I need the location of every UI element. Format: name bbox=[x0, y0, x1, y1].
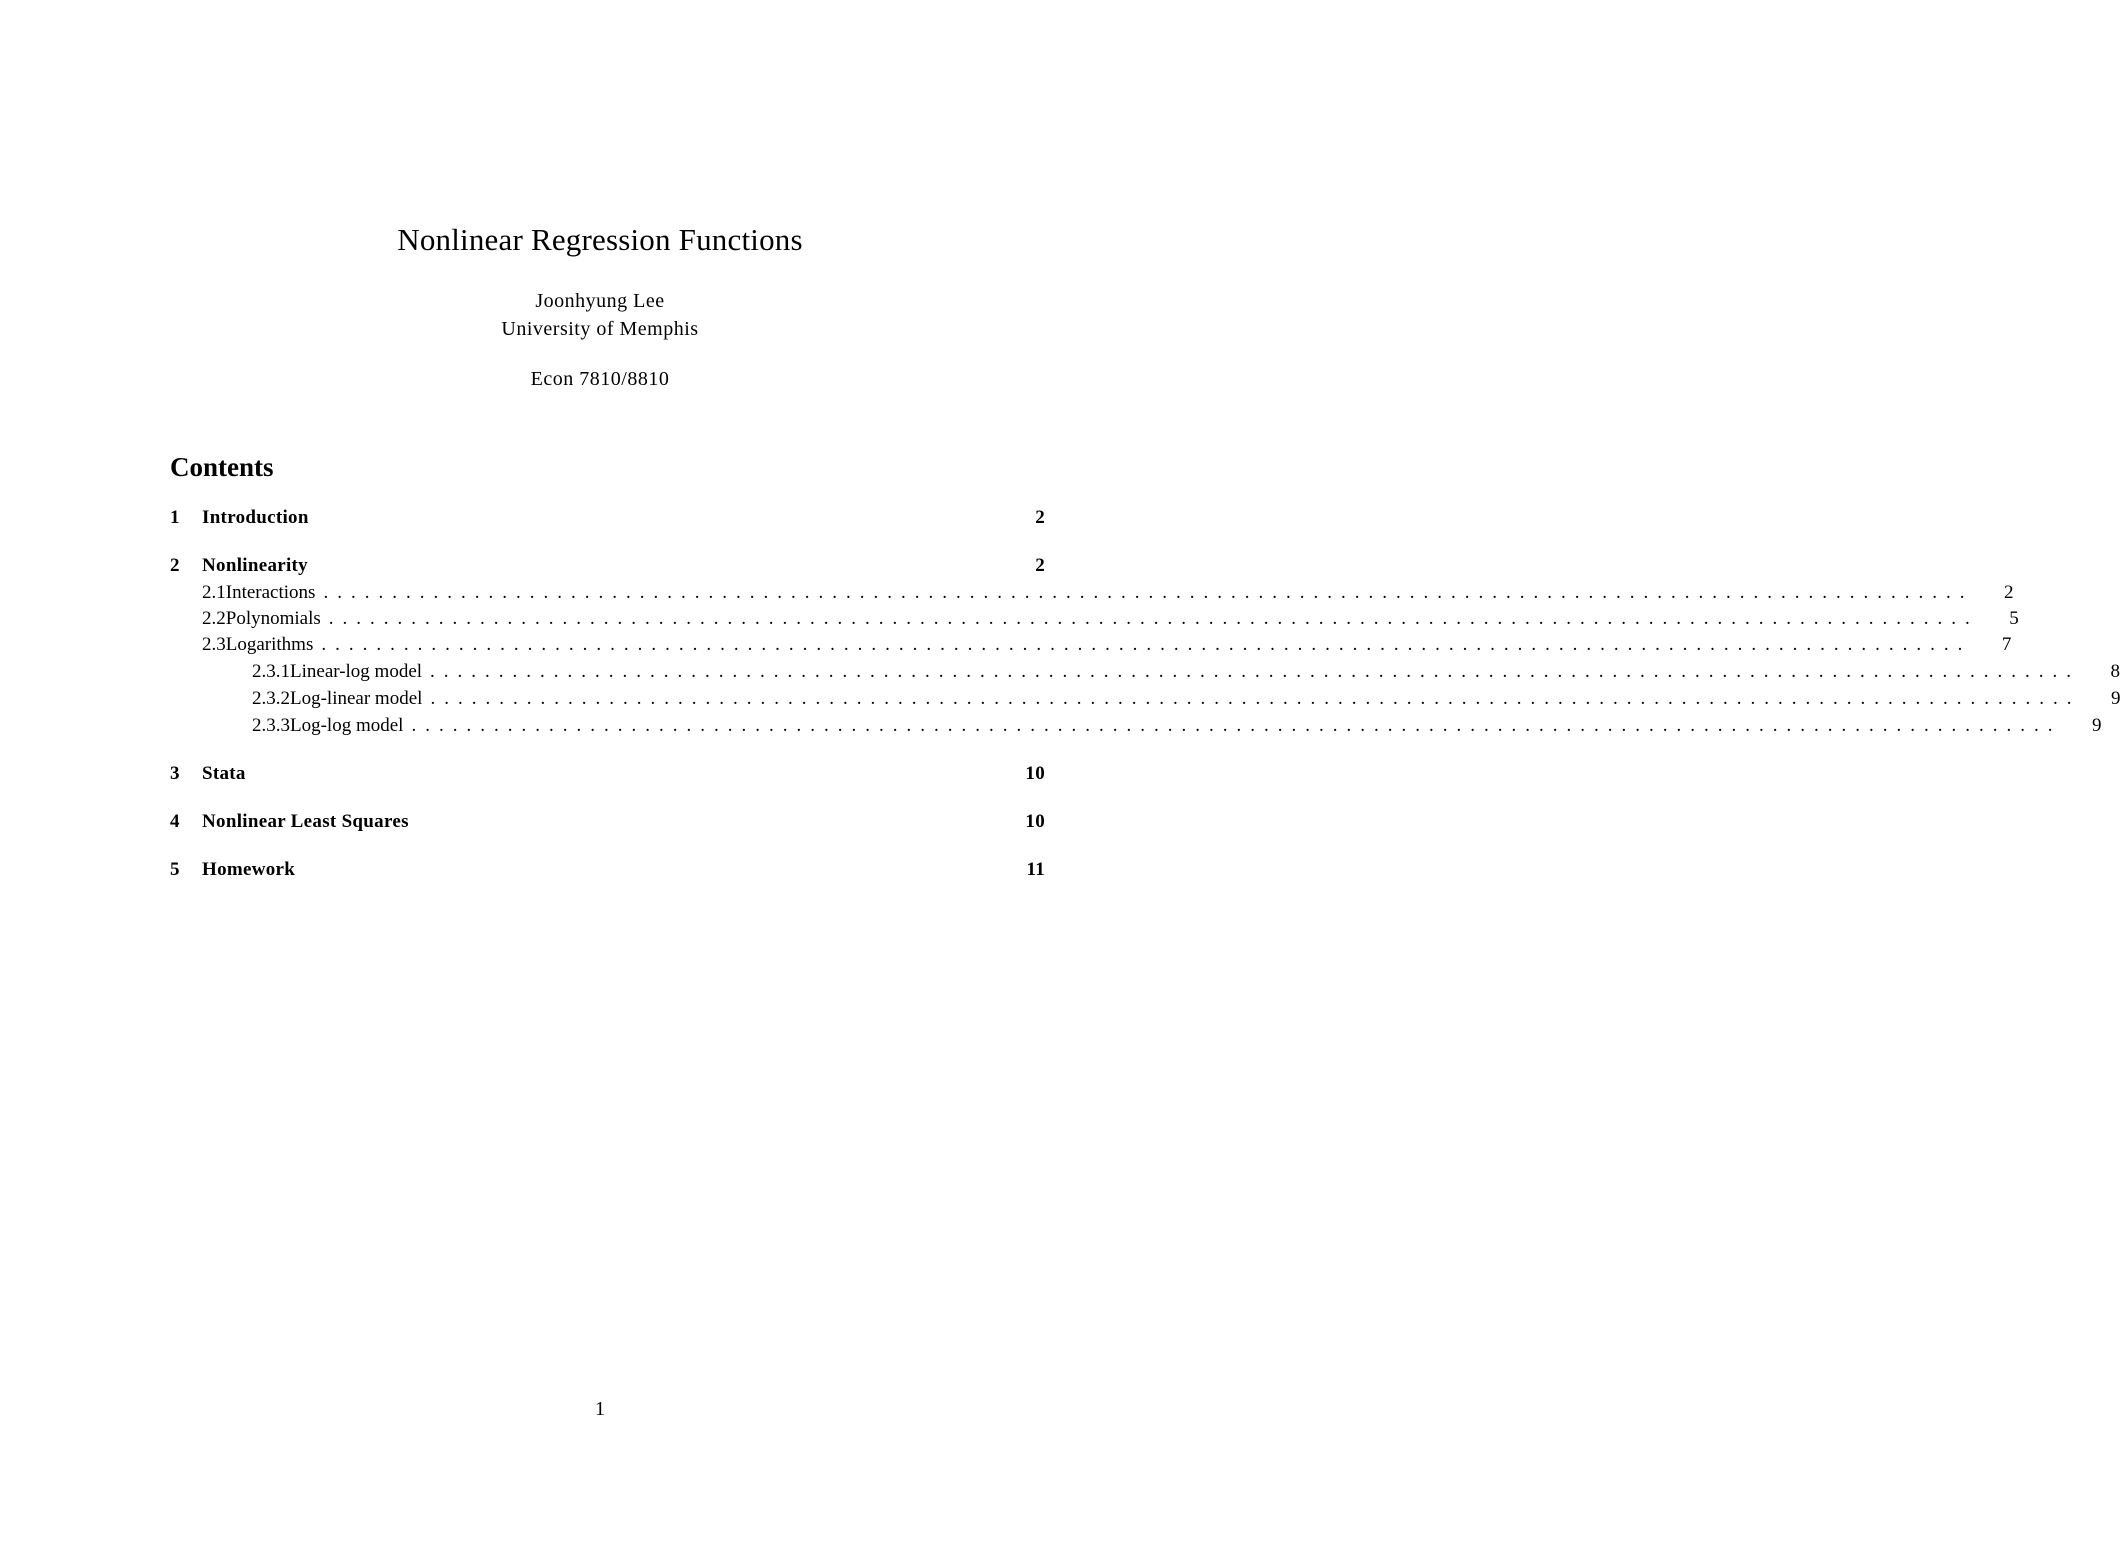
toc-entry-page[interactable]: 7 bbox=[2001, 634, 2012, 655]
toc-entry-page[interactable]: 9 bbox=[2091, 715, 2102, 736]
author-name: Joonhyung Lee bbox=[535, 290, 665, 312]
toc-entry-label[interactable]: Log-log model bbox=[290, 715, 404, 736]
toc-entry-page[interactable]: 2 bbox=[1035, 507, 1045, 528]
toc-entry-number: 5 bbox=[170, 859, 180, 880]
toc-heading: Contents bbox=[170, 452, 274, 482]
toc-entry-label[interactable]: Logarithms bbox=[225, 634, 314, 655]
toc-entry-number: 2.2 bbox=[202, 608, 226, 629]
toc-entry-label[interactable]: Interactions bbox=[225, 582, 316, 603]
toc-entry[interactable] bbox=[170, 686, 2120, 712]
toc-entry-label[interactable]: Introduction bbox=[202, 507, 309, 528]
toc-dot-leader: ........................................................................................................................ bbox=[328, 608, 1979, 629]
toc-entry-page[interactable]: 10 bbox=[1025, 763, 1045, 784]
author-affiliation: University of Memphis bbox=[501, 318, 699, 340]
toc-entry-number: 2.3.3 bbox=[252, 715, 290, 736]
toc-entry-label[interactable]: Stata bbox=[202, 763, 246, 784]
toc-entry-page[interactable]: 2 bbox=[1035, 555, 1045, 576]
toc-entry[interactable] bbox=[170, 761, 1045, 787]
toc-entry-page[interactable]: 10 bbox=[1025, 811, 1045, 832]
toc-entry-page[interactable]: 8 bbox=[2110, 661, 2120, 682]
toc-entry[interactable] bbox=[170, 857, 1045, 883]
toc-entry-label[interactable]: Nonlinear Least Squares bbox=[202, 811, 409, 832]
toc-entry[interactable] bbox=[170, 505, 1045, 531]
toc-dot-leader: ........................................................................................................................ bbox=[323, 582, 1974, 603]
toc-entry-number: 3 bbox=[170, 763, 180, 784]
toc-entry[interactable] bbox=[170, 809, 1045, 835]
toc-entry-page[interactable]: 5 bbox=[2009, 608, 2019, 629]
toc-entry[interactable] bbox=[170, 606, 2019, 632]
toc-entry-number: 4 bbox=[170, 811, 180, 832]
course-name: Econ 7810/8810 bbox=[530, 368, 670, 390]
toc-entry-label[interactable]: Linear-log model bbox=[290, 661, 423, 682]
toc-entry[interactable] bbox=[170, 580, 2014, 606]
toc-entry-page[interactable]: 2 bbox=[2003, 582, 2014, 603]
toc-entry-number: 2 bbox=[170, 555, 180, 576]
toc-entry-label[interactable]: Log-linear model bbox=[290, 688, 423, 709]
page-number: 1 bbox=[595, 1398, 605, 1420]
toc-entry[interactable] bbox=[170, 553, 1045, 579]
toc-dot-leader: ........................................................................................................................ bbox=[430, 688, 2081, 709]
toc-entry-label[interactable]: Polynomials bbox=[225, 608, 321, 629]
toc-entry-number: 2.3.2 bbox=[252, 688, 290, 709]
toc-entry-label[interactable]: Homework bbox=[202, 859, 296, 880]
toc-dot-leader: ........................................................................................................................ bbox=[430, 661, 2081, 682]
toc-entry[interactable] bbox=[170, 659, 2120, 685]
toc-dot-leader: ........................................................................................................................ bbox=[321, 634, 1972, 655]
toc-entry[interactable] bbox=[170, 632, 2012, 658]
toc-entry[interactable] bbox=[170, 713, 2102, 739]
toc-entry-page[interactable]: 9 bbox=[2110, 688, 2120, 709]
toc-entry-number: 2.1 bbox=[202, 582, 226, 603]
toc-dot-leader: ........................................................................................................................ bbox=[411, 715, 2062, 736]
toc-entry-number: 2.3 bbox=[202, 634, 226, 655]
document-title: Nonlinear Regression Functions bbox=[397, 222, 803, 257]
toc-entry-number: 1 bbox=[170, 507, 180, 528]
toc-entry-label[interactable]: Nonlinearity bbox=[202, 555, 308, 576]
toc-entry-number: 2.3.1 bbox=[252, 661, 290, 682]
toc-entry-page[interactable]: 11 bbox=[1026, 859, 1045, 880]
